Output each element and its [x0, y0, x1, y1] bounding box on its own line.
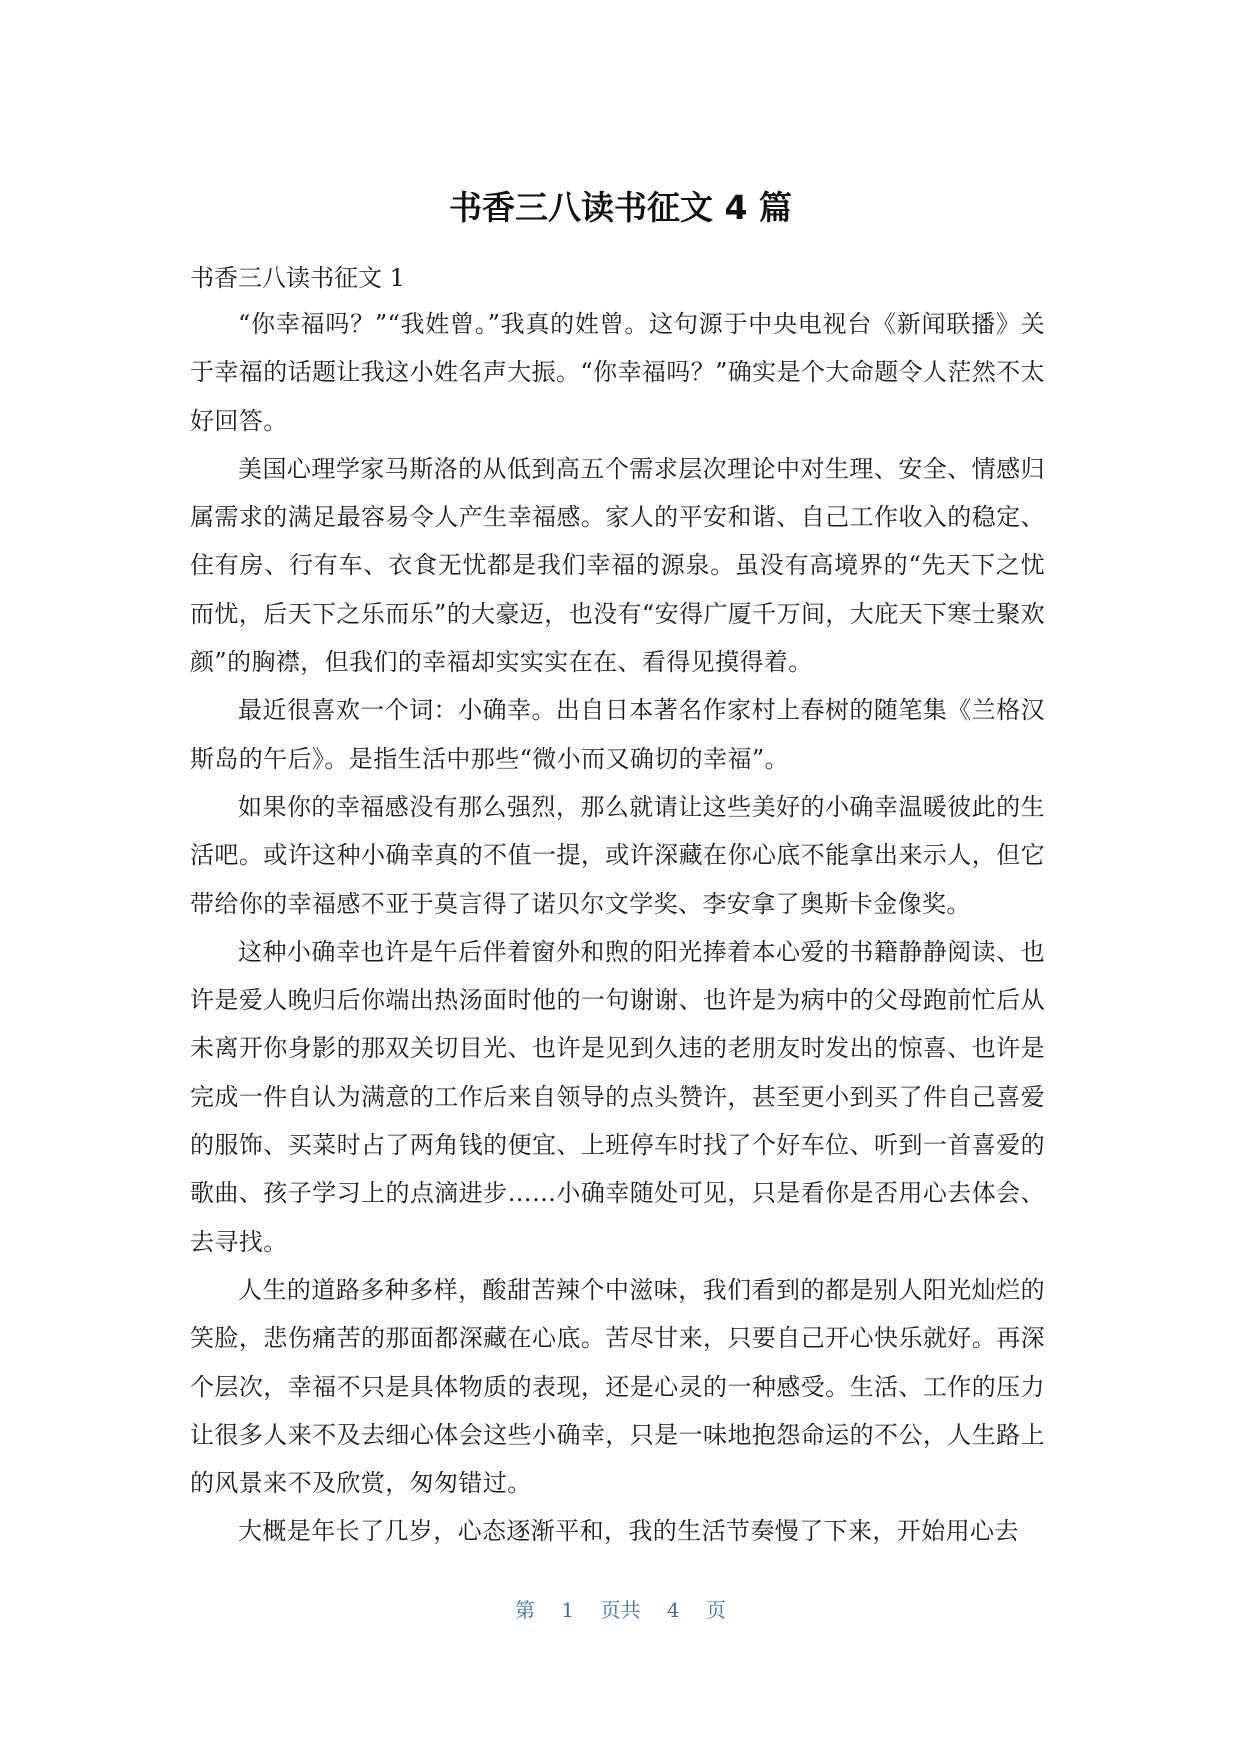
page-label: 第 — [515, 1598, 536, 1622]
paragraph: “你幸福吗？”“我姓曾。”我真的姓曾。这句源于中央电视台《新闻联播》关于幸福的话题让我这小姓名声大振。“你幸福吗？”确实是个大命题令人茫然不太好回答。 — [190, 310, 1045, 435]
paragraph: 美国心理学家马斯洛的从低到高五个需求层次理论中对生理、安全、情感归属需求的满足最容易令人产生幸福感。家人的平安和谐、自己工作收入的稳定、住有房、行有车、衣食无忧都是我们幸福的源泉。虽没有高境界的“先天下之忧而忧，后天下之乐而乐”的大豪迈，也没有“安得广厦千万间，大庇天下寒士聚欢颜”的胸襟，但我们的幸福却实实实在在、看得见摸得着。 — [190, 454, 1045, 677]
page-footer — [0, 1596, 1241, 1624]
page-current-number: 1 — [561, 1598, 575, 1622]
paragraph: 这种小确幸也许是午后伴着窗外和煦的阳光捧着本心爱的书籍静静阅读、也许是爱人晚归后你端出热汤面时他的一句谢谢、也许是为病中的父母跑前忙后从未离开你身影的那双关切目光、也许是见到久违的老朋友时发出的惊喜、也许是完成一件自认为满意的工作后来自领导的点头赞许，甚至更小到买了件自己喜爱的服饰、买菜时占了两角钱的便宜、上班停车时找了个好车位、听到一首喜爱的歌曲、孩子学习上的点滴进步……小确幸随处可见，只是看你是否用心去体会、去寻找。 — [190, 937, 1045, 1256]
page-total-number: 4 — [666, 1598, 680, 1622]
document-title: 书香三八读书征文 4 篇 — [449, 188, 792, 227]
page-mid-label: 页共 — [600, 1598, 641, 1622]
page-suffix-label: 页 — [705, 1598, 726, 1622]
paragraph: 大概是年长了几岁，心态逐渐平和，我的生活节奏慢了下来，开始用心去 — [238, 1517, 1019, 1546]
paragraph: 如果你的幸福感没有那么强烈，那么就请让这些美好的小确幸温暖彼此的生活吧。或许这种小确幸真的不值一提，或许深藏在你心底不能拿出来示人，但它带给你的幸福感不亚于莫言得了诺贝尔文学奖、李安拿了奥斯卡金像奖。 — [190, 792, 1045, 918]
document-body — [190, 256, 1045, 1556]
paragraph: 人生的道路多种多样，酸甜苦辣个中滋味，我们看到的都是别人阳光灿烂的笑脸，悲伤痛苦的那面都深藏在心底。苦尽甘来，只要自己开心快乐就好。再深个层次，幸福不只是具体物质的表现，还是心灵的一种感受。生活、工作的压力让很多人来不及去细心体会这些小确幸，只是一味地抱怨命运的不公，人生路上的风景来不及欣赏，匆匆错过。 — [190, 1275, 1045, 1498]
section-heading: 书香三八读书征文 1 — [190, 264, 405, 292]
paragraph: 最近很喜欢一个词：小确幸。出自日本著名作家村上春树的随笔集《兰格汉斯岛的午后》。是指生活中那些“微小而又确切的幸福”。 — [190, 696, 1045, 773]
